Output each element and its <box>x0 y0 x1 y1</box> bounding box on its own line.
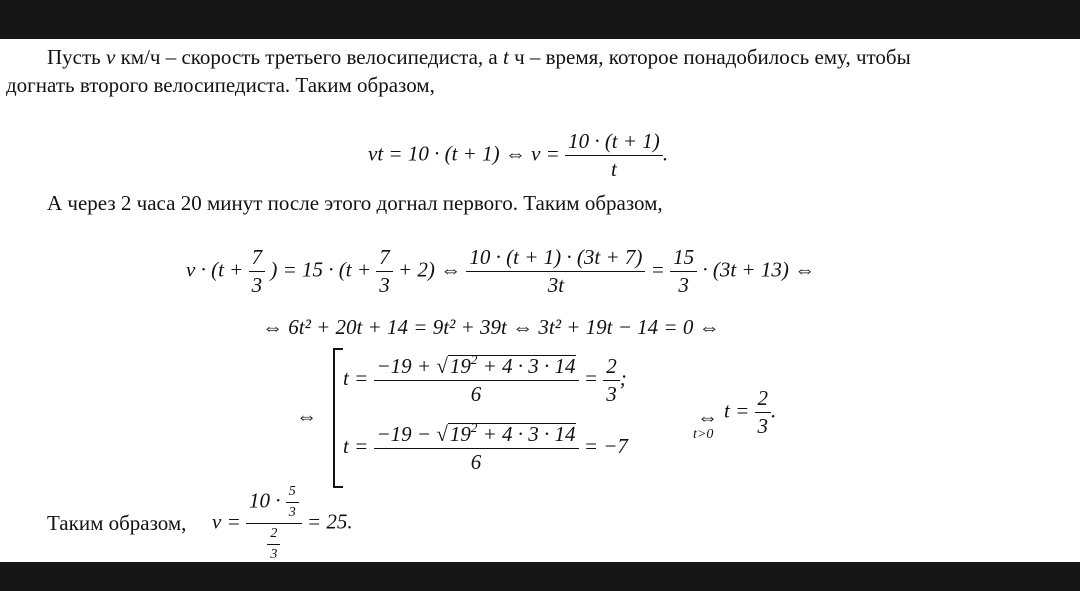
system-row-2 <box>343 420 628 474</box>
paragraph-1-line-2: догнать второго велосипедиста. Таким образом, <box>6 73 435 97</box>
numerator: 10 · (t + 1) · (3t + 7) <box>466 247 645 272</box>
equation-3: ⇔ 6t² + 20t + 14 = 9t² + 39t ⇔ 3t² + 19t − 14 = 0 ⇔ <box>262 315 720 339</box>
denominator: 6 <box>470 382 482 406</box>
top-dark-bar <box>0 0 1080 39</box>
denominator: 3 <box>606 381 617 406</box>
denominator: 6 <box>470 450 482 474</box>
fraction <box>755 388 772 437</box>
numerator: 2 <box>603 356 620 381</box>
fraction <box>670 247 697 296</box>
denominator: 3 <box>270 547 278 562</box>
denominator: 3t <box>547 273 565 297</box>
system-row-1 <box>343 352 627 406</box>
radicand-base: 19 <box>449 354 471 378</box>
numerator: 2 <box>755 388 772 413</box>
denominator: 3 <box>288 505 296 520</box>
document-page <box>0 39 1080 562</box>
equation-text: t = <box>724 398 750 423</box>
fraction <box>603 353 620 406</box>
text: ч – время, которое понадобилось ему, чтобы <box>514 45 911 69</box>
equation-text: v = <box>212 509 241 534</box>
equation-text: = 25. <box>307 509 353 534</box>
numerator: 7 <box>376 247 393 272</box>
equation-1 <box>368 131 668 180</box>
fraction <box>565 131 663 180</box>
radicand <box>448 352 576 378</box>
result-arrow: ⇔ <box>697 405 718 429</box>
equation-text: t = <box>343 365 369 390</box>
fraction <box>466 247 645 296</box>
equation-text: t = <box>343 433 369 458</box>
numerator: 2 <box>267 527 280 545</box>
fraction <box>246 485 302 562</box>
equation-text: . <box>771 398 777 423</box>
numerator <box>246 485 302 524</box>
equation-text: vt = 10 · (t + 1) ⇔ v = <box>368 141 560 166</box>
result-equation <box>724 388 776 437</box>
radicand-base: 19 <box>449 422 471 446</box>
numerator-text: −19 − <box>376 422 432 446</box>
system-brace <box>333 348 343 488</box>
equation-text: + 2) ⇔ <box>398 257 462 282</box>
radicand <box>448 420 576 446</box>
text: Пусть <box>47 45 101 69</box>
paragraph-1-line-1 <box>47 47 911 68</box>
fraction <box>374 420 579 474</box>
small-fraction <box>267 527 280 562</box>
equation-text: = −7 <box>583 433 628 458</box>
denominator: t <box>611 157 617 181</box>
system-arrow: ⇔ <box>296 404 317 428</box>
math-var: t <box>502 45 509 69</box>
equation-text: · (3t + 13) ⇔ <box>702 257 816 282</box>
numerator: 10 · (t + 1) <box>565 131 663 156</box>
fraction <box>249 247 266 296</box>
small-fraction <box>286 485 299 520</box>
math-var: v <box>106 45 116 69</box>
numerator: 7 <box>249 247 266 272</box>
denominator: 3 <box>251 273 263 297</box>
equation-text: = <box>583 365 598 390</box>
numerator-text: 10 · <box>249 488 281 513</box>
equation-2 <box>186 247 815 296</box>
fraction <box>376 247 393 296</box>
denominator: 3 <box>757 414 769 438</box>
result-condition: t>0 <box>693 427 714 442</box>
numerator: $-19 + √19^2 + 4 \cdot 3 \cdot 14$ <box>374 355 579 381</box>
exponent: 2 <box>470 420 478 435</box>
paragraph-2: А через 2 часа 20 минут после этого догнал первого. Таким образом, <box>47 191 663 215</box>
denominator <box>246 524 302 562</box>
exponent: 2 <box>470 352 478 367</box>
bottom-dark-bar <box>0 562 1080 591</box>
numerator: 5 <box>286 485 299 503</box>
text: км/ч – скорость третьего велосипедиста, а <box>120 45 498 69</box>
radicand-text: + 4 · 3 · 14 <box>482 422 576 446</box>
radicand-text: + 4 · 3 · 14 <box>482 354 576 378</box>
fraction <box>374 352 579 406</box>
equation-text: v · (t + <box>186 257 244 282</box>
final-text: Таким образом, <box>47 511 187 535</box>
numerator-text: −19 + <box>376 354 432 378</box>
equation-text: ; <box>619 365 627 390</box>
equation-text: . <box>662 141 669 166</box>
numerator: $-19 - √19^2 + 4 \cdot 3 \cdot 14$ <box>374 423 579 449</box>
final-equation <box>212 485 353 562</box>
numerator: 15 <box>670 247 697 272</box>
denominator: 3 <box>379 273 390 297</box>
denominator: 3 <box>678 273 689 297</box>
equation-text: = <box>650 257 665 282</box>
equation-text: ) = 15 · (t + <box>270 257 371 282</box>
